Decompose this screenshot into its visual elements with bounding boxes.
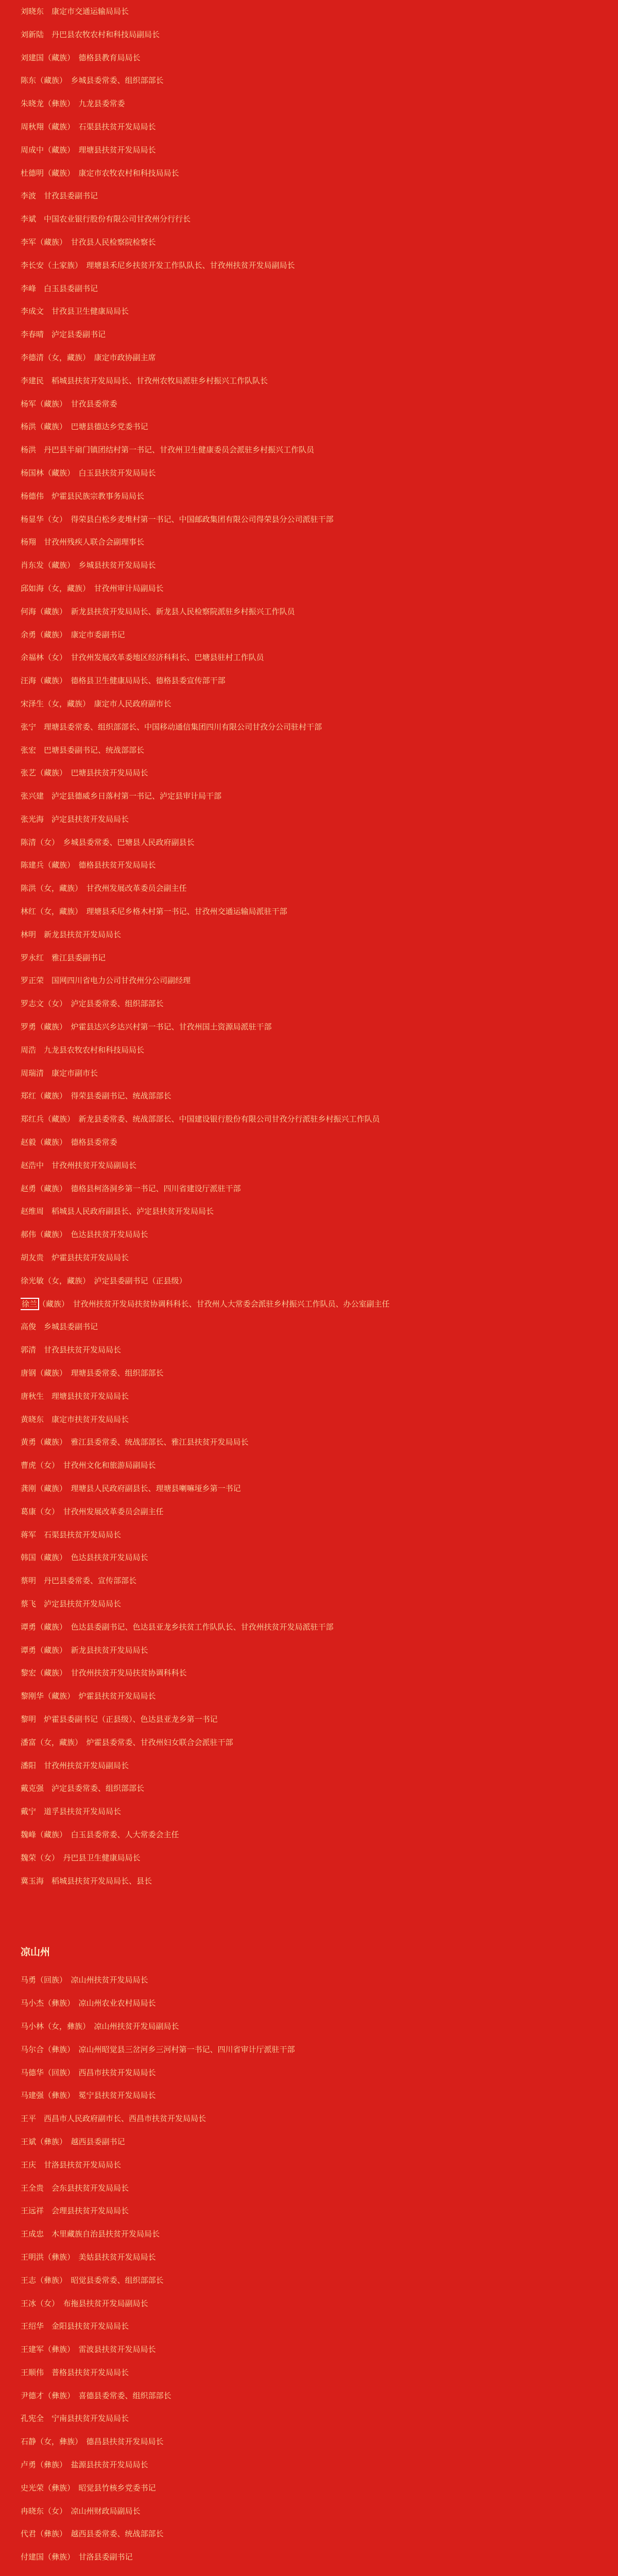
list-item: 王全贵 会东县扶贫开发局局长	[21, 2183, 129, 2193]
list-item: 李德清（女，藏族） 康定市政协副主席	[21, 352, 156, 362]
list-item: 杨洪（藏族） 巴塘县德达乡党委书记	[21, 422, 148, 432]
list-item: 唐秋生 理塘县扶贫开发局局长	[21, 1391, 129, 1401]
list-item: 陈清（女） 乡城县委常委、巴塘县人民政府副县长	[21, 837, 195, 847]
list-item: 冀玉海 稻城县扶贫开发局局长、县长	[21, 1876, 152, 1886]
list-item: 王明洪（彝族） 美姑县扶贫开发局局长	[21, 2252, 156, 2262]
highlighted-name: 徐兰	[22, 1299, 38, 1309]
list-item: 李建民 稻城县扶贫开发局局长、甘孜州农牧局派驻乡村振兴工作队队长	[21, 376, 268, 385]
list-item: 李春晴 泸定县委副书记	[21, 330, 106, 340]
list-item: 刘晓东 康定市交通运输局局长	[21, 7, 129, 16]
list-item: 周瑞清 康定市副市长	[21, 1068, 98, 1078]
list-item: 赵浩中 甘孜州扶贫开发局副局长	[21, 1160, 137, 1170]
list-item: 郑红（藏族） 得荣县委副书记、统战部部长	[21, 1091, 171, 1101]
list-item: 石静（女，彝族） 德昌县扶贫开发局局长	[21, 2437, 164, 2447]
list-item: 马尔合（彝族） 凉山州昭觉县三岔河乡三河村第一书记、四川省审计厅派驻干部	[21, 2044, 295, 2054]
list-item: 马小林（女，彝族） 凉山州扶贫开发局副局长	[21, 2021, 179, 2031]
list-item: 韩国（藏族） 色达县扶贫开发局局长	[21, 1553, 148, 1563]
list-item: 王庆 甘洛县扶贫开发局局长	[21, 2160, 122, 2170]
list-item	[21, 1293, 606, 1316]
list-item: 黄勇（藏族） 雅江县委常委、统战部部长、雅江县扶贫开发局局长	[21, 1437, 249, 1447]
list-item: 龚刚（藏族） 理塘县人民政府副县长、理塘县喇嘛垭乡第一书记	[21, 1484, 241, 1493]
list-item: 曹虎（女） 甘孜州文化和旅游局副局长	[21, 1461, 156, 1470]
list-item: 魏峰（藏族） 白玉县委常委、人大常委会主任	[21, 1829, 179, 1839]
list-item: 赵毅（藏族） 德格县委常委	[21, 1138, 117, 1147]
list-item: 赵勇（藏族） 德格县柯洛洞乡第一书记、四川省建设厅派驻干部	[21, 1183, 241, 1193]
list-item: 郝伟（藏族） 色达县扶贫开发局局长	[21, 1230, 148, 1240]
list-item: 戴克强 泸定县委常委、组织部部长	[21, 1784, 145, 1793]
list-item: 张艺（藏族） 巴塘县扶贫开发局局长	[21, 768, 148, 778]
list-item: 王平 西昌市人民政府副市长、西昌市扶贫开发局局长	[21, 2114, 207, 2124]
list-item: 张兴建 泸定县德威乡日落村第一书记、泸定县审计局干部	[21, 791, 222, 801]
list-item: 郑红兵（藏族） 新龙县委常委、统战部部长、中国建设银行股份有限公司甘孜分行派驻乡村振兴工作队员	[21, 1114, 380, 1124]
list-item: 陈东（藏族） 乡城县委常委、组织部部长	[21, 76, 164, 86]
list-item: 李峰 白玉县委副书记	[21, 283, 98, 293]
list-item: 张宁 理塘县委常委、组织部部长、中国移动通信集团四川有限公司甘孜分公司驻村干部	[21, 722, 322, 732]
list-item: 陈洪（女，藏族） 甘孜州发展改革委员会副主任	[21, 884, 187, 893]
list-item: 冉晓东（女） 凉山州财政局副局长	[21, 2506, 141, 2516]
list-item: 何海（藏族） 新龙县扶贫开发局局长、新龙县人民检察院派驻乡村振兴工作队员	[21, 606, 295, 616]
name-list-part-b	[21, 1315, 606, 1892]
list-item: 高俊 乡城县委副书记	[21, 1322, 98, 1332]
list-item: 余勇（藏族） 康定市委副书记	[21, 630, 125, 639]
list-item: 林明 新龙县扶贫开发局局长	[21, 929, 122, 939]
list-item: 朱晓龙（彝族） 九龙县委常委	[21, 99, 125, 109]
list-item: 魏荣（女） 丹巴县卫生健康局局长	[21, 1853, 141, 1862]
list-item: 黎明 炉霍县委副书记（正县级）、色达县亚龙乡第一书记	[21, 1714, 218, 1724]
list-item	[21, 2569, 606, 2576]
list-item: 王冰（女） 布拖县扶贫开发局副局长	[21, 2298, 148, 2308]
list-item: 周成中（藏族） 理塘县扶贫开发局局长	[21, 145, 156, 155]
list-item: 徐光敏（女，藏族） 泸定县委副书记（正县级）	[21, 1276, 187, 1285]
list-item: 邱如海（女，藏族） 甘孜州审计局副局长	[21, 583, 164, 593]
list-item: 尹德才（彝族） 喜德县委常委、组织部部长	[21, 2391, 171, 2400]
list-item: 黄晓东 康定市扶贫开发局局长	[21, 1414, 129, 1424]
list-item-text: （藏族） 甘孜州扶贫开发局扶贫协调科科长、甘孜州人大常委会派驻乡村振兴工作队员、办公室副主任	[38, 1299, 390, 1309]
list-item: 潘阳 甘孜州扶贫开发局副局长	[21, 1760, 129, 1770]
list-item: 马建强（彝族） 冕宁县扶贫开发局局长	[21, 2091, 156, 2100]
list-item: 蒋军 石渠县扶贫开发局局长	[21, 1530, 122, 1539]
list-item: 王顺伟 普格县扶贫开发局局长	[21, 2367, 129, 2377]
list-item: 谭勇（藏族） 色达县委副书记、色达县亚龙乡扶贫工作队队长、甘孜州扶贫开发局派驻干部	[21, 1622, 334, 1632]
list-item: 李波 甘孜县委副书记	[21, 191, 98, 201]
list-item: 谭勇（藏族） 新龙县扶贫开发局局长	[21, 1645, 148, 1655]
list-item: 蔡飞 泸定县扶贫开发局局长	[21, 1599, 122, 1608]
list-item: 王志（彝族） 昭觉县委常委、组织部部长	[21, 2275, 164, 2285]
list-item: 罗正荣 国网四川省电力公司甘孜州分公司副经理	[21, 976, 191, 986]
list-item: 卢勇（彝族） 盐源县扶贫开发局局长	[21, 2460, 148, 2470]
list-item: 林红（女，藏族） 理塘县禾尼乡格木村第一书记、甘孜州交通运输局派驻干部	[21, 907, 287, 917]
list-item: 周秋翔（藏族） 石渠县扶贫开发局局长	[21, 122, 156, 131]
list-item: 马勇（回族） 凉山州扶贫开发局局长	[21, 1975, 148, 1985]
list-item: 葛康（女） 甘孜州发展改革委员会副主任	[21, 1506, 164, 1516]
list-item: 潘富（女，藏族） 炉霍县委常委、甘孜州妇女联合会派驻干部	[21, 1737, 233, 1747]
list-item: 代君（彝族） 越西县委常委、统战部部长	[21, 2529, 164, 2539]
name-list-part-a	[21, 0, 606, 1293]
list-item: 王斌（彝族） 越西县委副书记	[21, 2137, 125, 2146]
list-item: 杨洪 丹巴县半扇门镇团结村第一书记、甘孜州卫生健康委员会派驻乡村振兴工作队员	[21, 445, 315, 455]
list-item: 孔宪全 宁南县扶贫开发局局长	[21, 2414, 129, 2424]
list-item: 刘新陆 丹巴县农牧农村和科技局副局长	[21, 29, 160, 39]
list-item: 肖东发（藏族） 乡城县扶贫开发局局长	[21, 561, 156, 570]
list-item: 王远祥 会理县扶贫开发局局长	[21, 2206, 129, 2216]
list-item: 杨显华（女） 得荣县白松乡麦堆村第一书记、中国邮政集团有限公司得荣县分公司派驻干部	[21, 514, 334, 524]
list-item: 史光荣（彝族） 昭觉县竹核乡党委书记	[21, 2483, 156, 2493]
list-item: 黎宏（藏族） 甘孜州扶贫开发局扶贫协调科科长	[21, 1668, 187, 1678]
list-item: 杨军（藏族） 甘孜县委常委	[21, 399, 117, 409]
list-item: 黎刚华（藏族） 炉霍县扶贫开发局局长	[21, 1691, 156, 1701]
list-item: 杨国林（藏族） 白玉县扶贫开发局局长	[21, 468, 156, 478]
list-item: 罗永红 雅江县委副书记	[21, 953, 106, 962]
list-item: 宋泽生（女，藏族） 康定市人民政府副市长	[21, 699, 171, 708]
list-item: 罗志文（女） 泸定县委常委、组织部部长	[21, 999, 164, 1009]
list-item: 汪海（藏族） 德格县卫生健康局局长、德格县委宣传部干部	[21, 676, 226, 686]
list-item: 杨德伟 炉霍县民族宗教事务局局长	[21, 491, 145, 501]
list-item: 张宏 巴塘县委副书记、统战部部长	[21, 745, 145, 755]
list-item: 余福林（女） 甘孜州发展改革委地区经济科科长、巴塘县驻村工作队员	[21, 653, 264, 663]
list-item: 罗勇（藏族） 炉霍县达兴乡达兴村第一书记、甘孜州国土资源局派驻干部	[21, 1022, 272, 1032]
list-item: 李成文 甘孜县卫生健康局局长	[21, 307, 129, 316]
name-list-part-c	[21, 1969, 606, 2576]
list-item: 刘建国（藏族） 德格县教育局局长	[21, 53, 141, 62]
section-title: 凉山州	[21, 1946, 50, 1958]
list-item: 王建军（彝族） 雷波县扶贫开发局局长	[21, 2345, 156, 2354]
list-item: 唐钢（藏族） 理塘县委常委、组织部部长	[21, 1368, 164, 1378]
list-item: 胡友贵 炉霍县扶贫开发局局长	[21, 1253, 129, 1263]
list-item: 张光海 泸定县扶贫开发局局长	[21, 814, 129, 824]
list-item: 付建国（彝族） 甘洛县委副书记	[21, 2552, 133, 2562]
list-item: 李斌 中国农业银行股份有限公司甘孜州分行行长	[21, 214, 191, 224]
list-item: 周浩 九龙县农牧农村和科技局局长	[21, 1045, 145, 1055]
list-item: 赵维周 稻城县人民政府副县长、泸定县扶贫开发局局长	[21, 1207, 214, 1216]
list-item: 李军（藏族） 甘孜县人民检察院检察长	[21, 237, 156, 247]
list-item: 杨翔 甘孜州残疾人联合会副理事长	[21, 537, 145, 547]
list-item: 马小杰（彝族） 凉山州农业农村局局长	[21, 1998, 156, 2008]
list-item: 蔡明 丹巴县委常委、宣传部部长	[21, 1576, 137, 1586]
section-gap	[21, 1892, 606, 1936]
list-item: 郭清 甘孜县扶贫开发局局长	[21, 1345, 122, 1355]
list-item: 李长安（土家族） 理塘县禾尼乡扶贫开发工作队队长、甘孜州扶贫开发局副局长	[21, 260, 295, 270]
list-item: 王成忠 木里藏族自治县扶贫开发局局长	[21, 2229, 160, 2239]
list-item: 陈建兵（藏族） 德格县扶贫开发局局长	[21, 860, 156, 870]
list-item: 王绍华 金阳县扶贫开发局局长	[21, 2321, 129, 2331]
list-item: 杜德明（藏族） 康定市农牧农村和科技局局长	[21, 168, 179, 178]
list-item: 马德华（回族） 西昌市扶贫开发局局长	[21, 2067, 156, 2077]
list-item: 戴宁 道孚县扶贫开发局局长	[21, 1807, 122, 1817]
